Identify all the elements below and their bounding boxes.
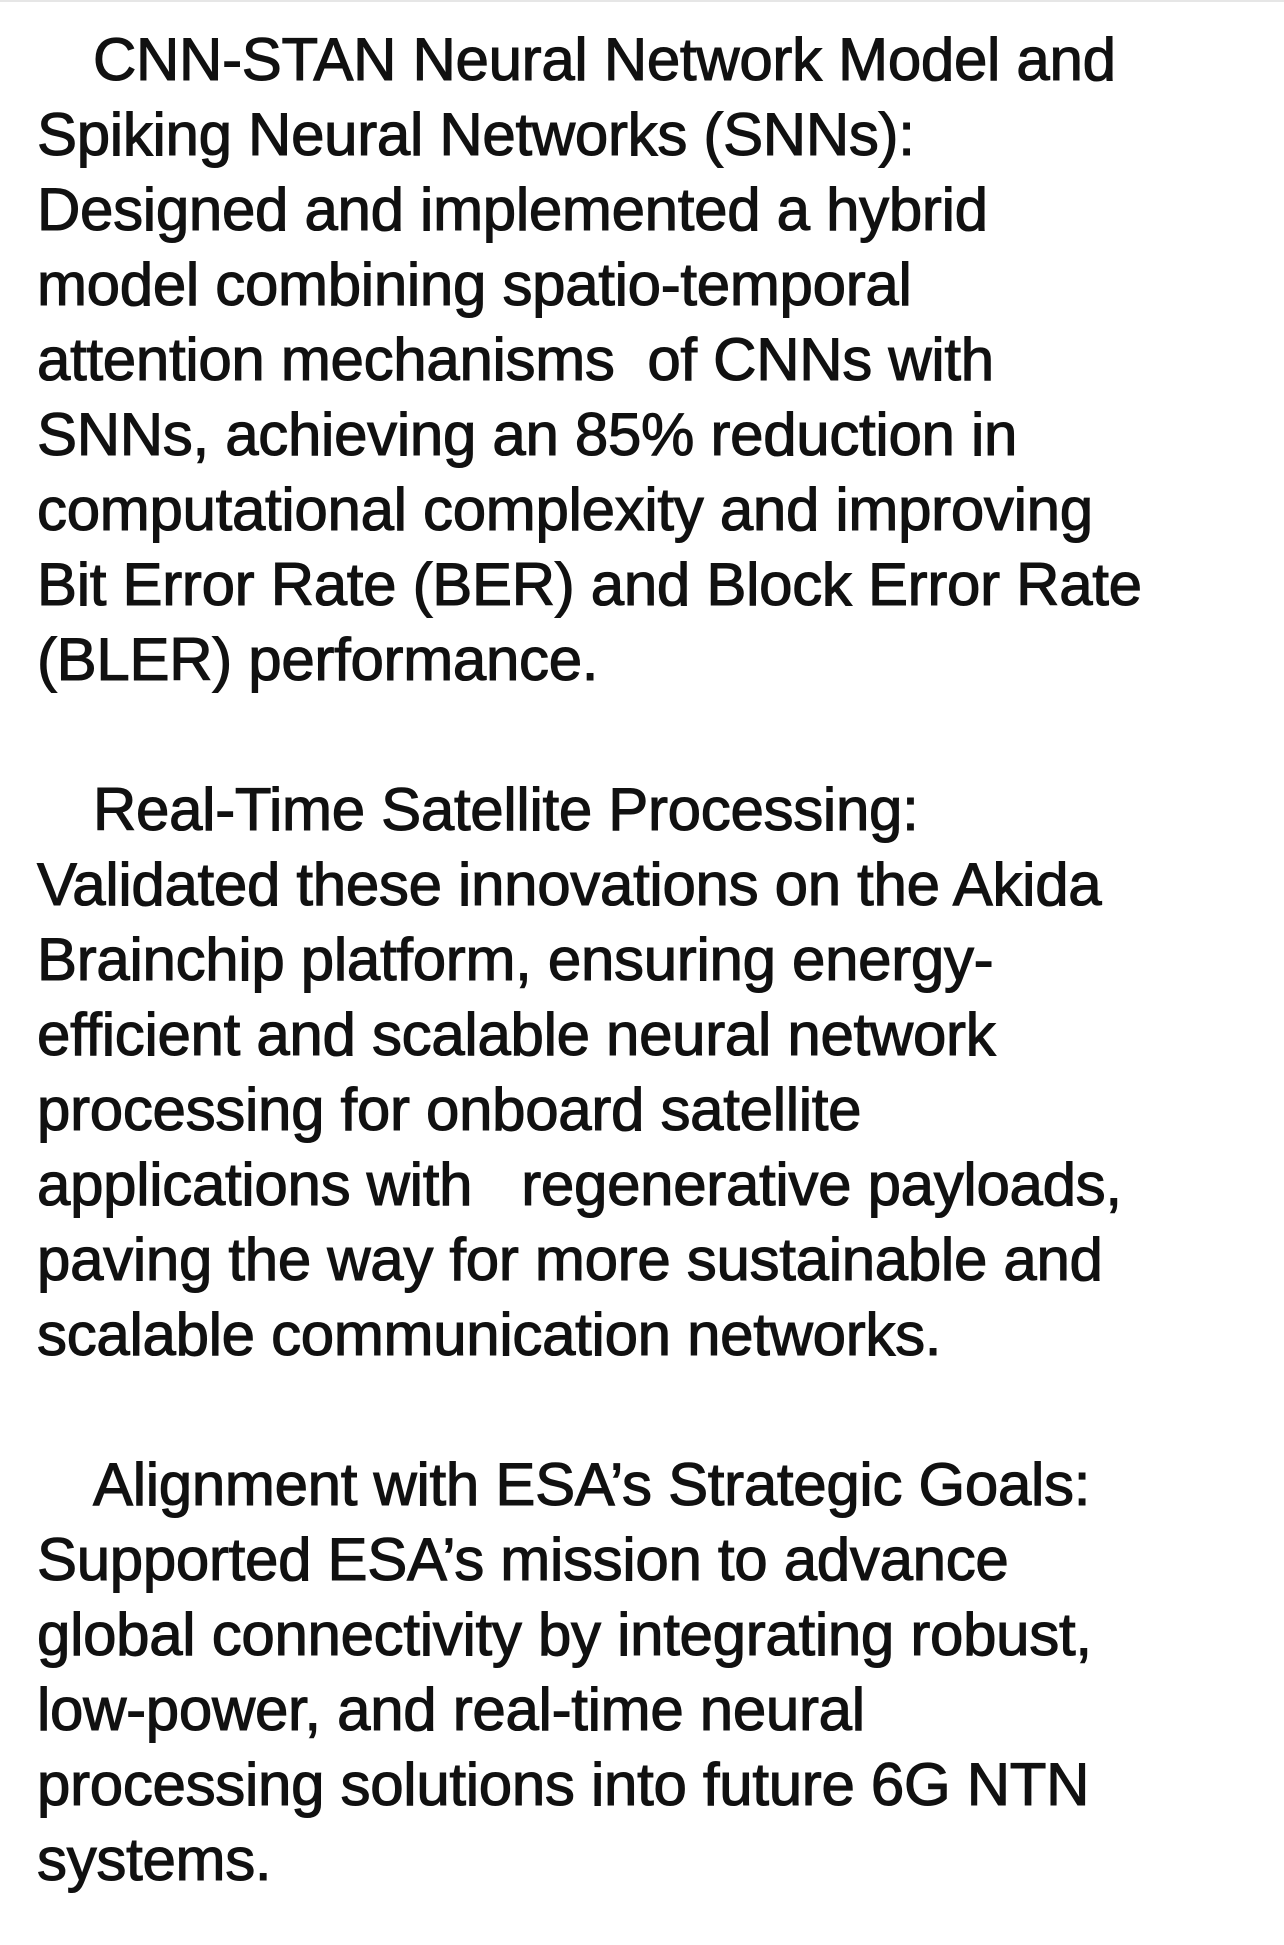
text-line: (BLER) performance.	[37, 626, 599, 693]
text-line: paving the way for more sustainable and	[37, 1226, 1103, 1293]
text-line: applications with regenerative payloads,	[37, 1151, 1122, 1218]
text-line: global connectivity by integrating robust,	[37, 1601, 1092, 1668]
paragraph-esa-alignment	[37, 1447, 1277, 1897]
text-line: Validated these innovations on the Akida	[37, 851, 1102, 918]
text-line: processing solutions into future 6G NTN	[37, 1751, 1090, 1818]
text-line: CNN-STAN Neural Network Model and	[93, 26, 1116, 93]
text-line: Spiking Neural Networks (SNNs):	[37, 101, 915, 168]
text-line: systems.	[37, 1826, 272, 1893]
text-line: attention mechanisms of CNNs with	[37, 326, 994, 393]
text-line: Real-Time Satellite Processing:	[93, 776, 919, 843]
note-text-body[interactable]	[37, 22, 1277, 1897]
paragraph-cnn-stan	[37, 22, 1277, 697]
top-divider	[0, 0, 1284, 2]
text-line: processing for onboard satellite	[37, 1076, 862, 1143]
text-line: efficient and scalable neural network	[37, 1001, 996, 1068]
text-line: Bit Error Rate (BER) and Block Error Rate	[37, 551, 1142, 618]
text-line: scalable communication networks.	[37, 1301, 942, 1368]
text-line: Brainchip platform, ensuring energy-	[37, 926, 994, 993]
paragraph-real-time-satellite	[37, 772, 1277, 1372]
text-line: SNNs, achieving an 85% reduction in	[37, 401, 1018, 468]
text-line: low-power, and real-time neural	[37, 1676, 865, 1743]
text-line: Designed and implemented a hybrid	[37, 176, 988, 243]
text-line: computational complexity and improving	[37, 476, 1093, 543]
text-line: Alignment with ESA’s Strategic Goals:	[93, 1451, 1091, 1518]
text-line: Supported ESA’s mission to advance	[37, 1526, 1009, 1593]
text-line: model combining spatio-temporal	[37, 251, 912, 318]
